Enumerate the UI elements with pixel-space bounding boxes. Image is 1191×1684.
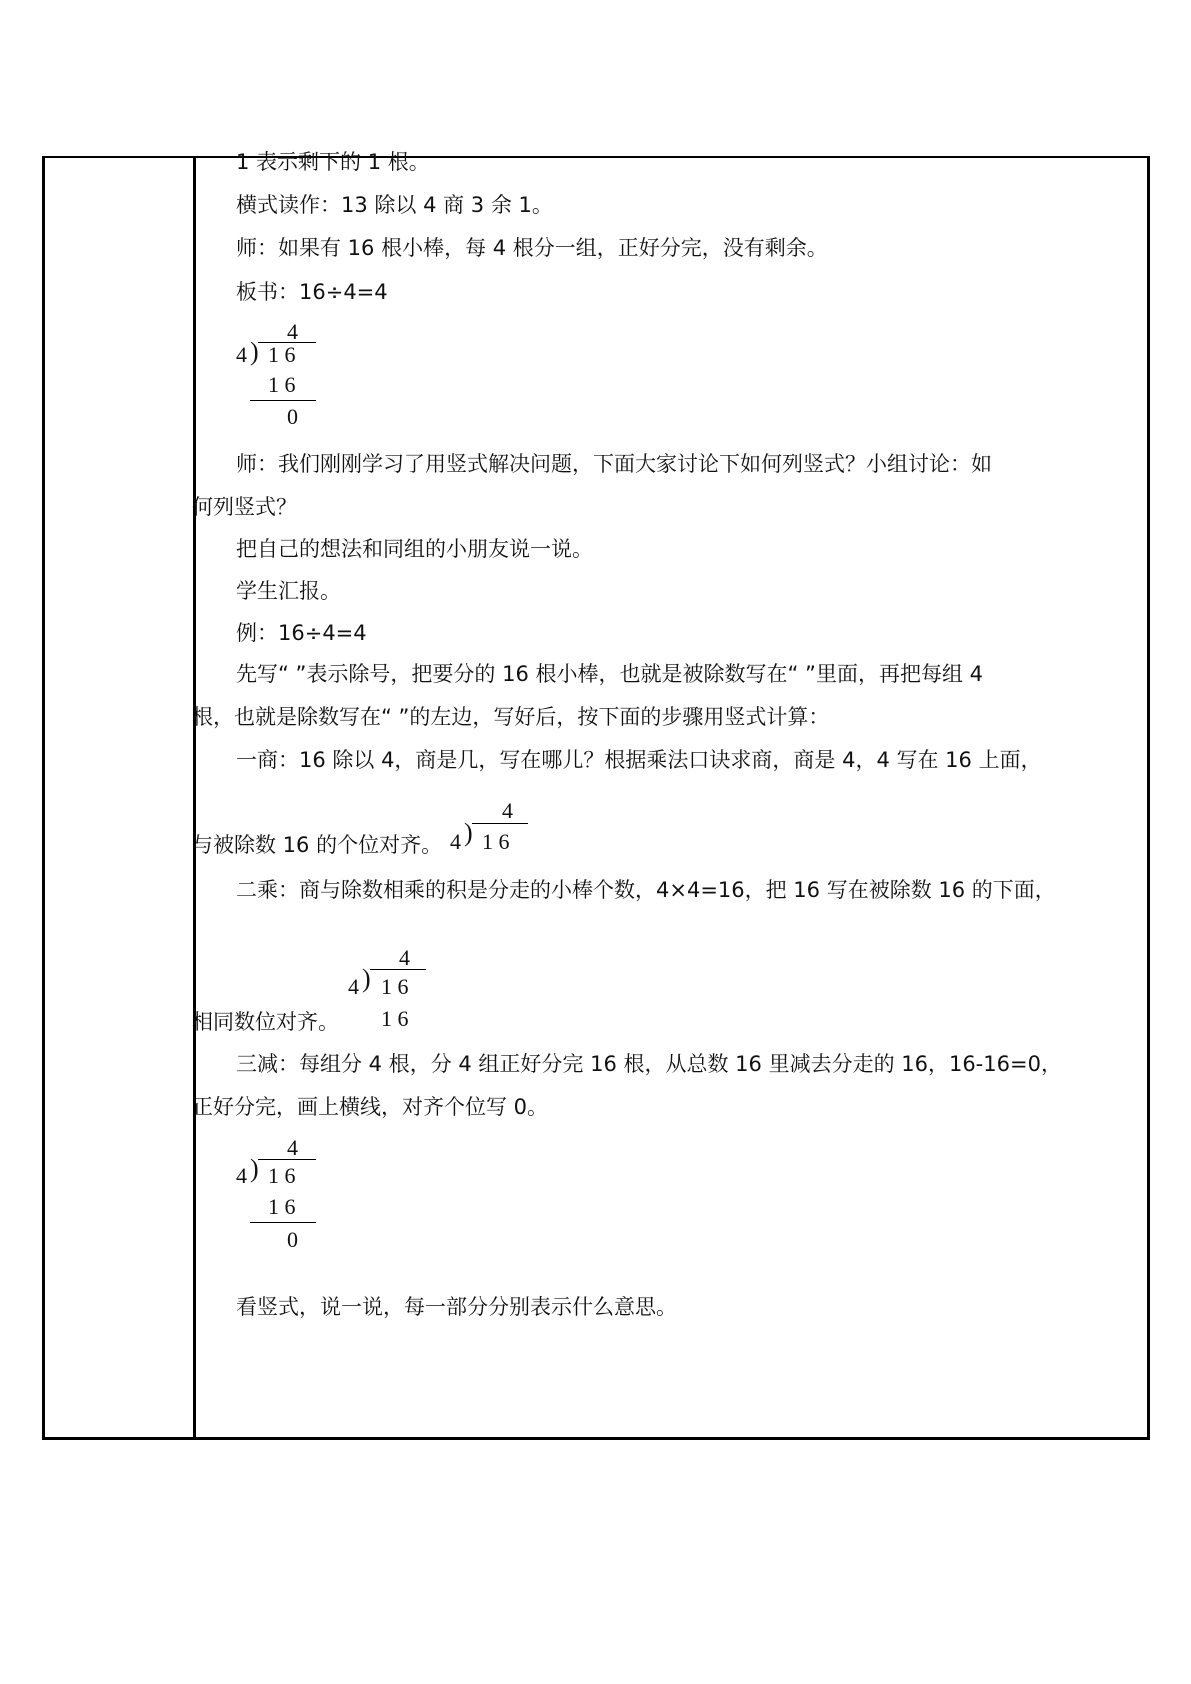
para-teacher-16-sticks: 师：如果有 16 根小棒，每 4 根分一组，正好分完，没有剩余。 bbox=[236, 236, 828, 260]
para-write-steps: 先写“ ”表示除号，把要分的 16 根小棒，也就是被除数写在“ ”里面，再把每组 4 bbox=[236, 662, 983, 686]
division-bar bbox=[472, 823, 528, 824]
para-teacher-discussion: 师：我们刚刚学习了用竖式解决问题，下面大家讨论下如何列竖式？小组讨论：如 bbox=[236, 452, 992, 476]
para-step-quotient: 一商：16 除以 4，商是几，写在哪儿？根据乘法口诀求商，商是 4，4 写在 16 上面， bbox=[236, 748, 1042, 772]
quotient: 4 bbox=[287, 319, 298, 344]
product: 1 6 bbox=[268, 1194, 296, 1219]
divisor: 4 bbox=[348, 974, 359, 999]
dividend: 1 6 bbox=[268, 342, 296, 367]
para-step-subtract-cont: 正好分完，画上横线，对齐个位写 0。 bbox=[192, 1095, 549, 1119]
dividend: 1 6 bbox=[381, 974, 409, 999]
para-same-place-value: 相同数位对齐。 bbox=[192, 1010, 339, 1034]
para-write-steps-cont: 根，也就是除数写在“ ”的左边，写好后，按下面的步骤用竖式计算： bbox=[192, 705, 830, 729]
division-bracket: ) bbox=[362, 964, 371, 993]
subtraction-line bbox=[250, 400, 316, 401]
division-bar bbox=[258, 1159, 316, 1160]
para-share-ideas: 把自己的想法和同组的小朋友说一说。 bbox=[236, 537, 593, 561]
column-divider bbox=[193, 158, 196, 1437]
quotient: 4 bbox=[502, 798, 513, 823]
division-bracket: ) bbox=[250, 1154, 259, 1183]
divisor: 4 bbox=[450, 829, 461, 854]
dividend: 1 6 bbox=[268, 1163, 296, 1188]
division-bracket: ) bbox=[464, 818, 473, 847]
lesson-table bbox=[42, 156, 1150, 1440]
divisor: 4 bbox=[236, 1163, 247, 1188]
para-explain-parts: 看竖式，说一说，每一部分分别表示什么意思。 bbox=[236, 1295, 677, 1319]
remainder: 0 bbox=[287, 404, 298, 429]
subtraction-line bbox=[250, 1222, 316, 1223]
division-bracket: ) bbox=[250, 337, 259, 366]
product: 1 6 bbox=[268, 372, 296, 397]
para-read-horizontal: 横式读作：13 除以 4 商 3 余 1。 bbox=[236, 193, 553, 217]
quotient: 4 bbox=[287, 1135, 298, 1160]
remainder: 0 bbox=[287, 1227, 298, 1252]
product: 1 6 bbox=[381, 1006, 409, 1031]
dividend: 1 6 bbox=[482, 829, 510, 854]
quotient: 4 bbox=[399, 945, 410, 970]
para-step-multiply: 二乘：商与除数相乘的积是分走的小棒个数，4×4=16，把 16 写在被除数 16 的下面， bbox=[236, 878, 1056, 902]
para-example: 例：16÷4=4 bbox=[236, 621, 367, 645]
para-board-writing: 板书：16÷4=4 bbox=[236, 280, 388, 304]
para-student-report: 学生汇报。 bbox=[236, 579, 341, 603]
para-remainder-meaning: 1 表示剩下的 1 根。 bbox=[236, 150, 430, 174]
para-align-ones: 与被除数 16 的个位对齐。 bbox=[192, 833, 443, 857]
para-step-subtract: 三减：每组分 4 根，分 4 组正好分完 16 根，从总数 16 里减去分走的 16，16-16=0， bbox=[236, 1052, 1062, 1076]
divisor: 4 bbox=[236, 342, 247, 367]
para-teacher-discussion-cont: 何列竖式？ bbox=[192, 495, 297, 519]
division-bar bbox=[370, 969, 426, 970]
